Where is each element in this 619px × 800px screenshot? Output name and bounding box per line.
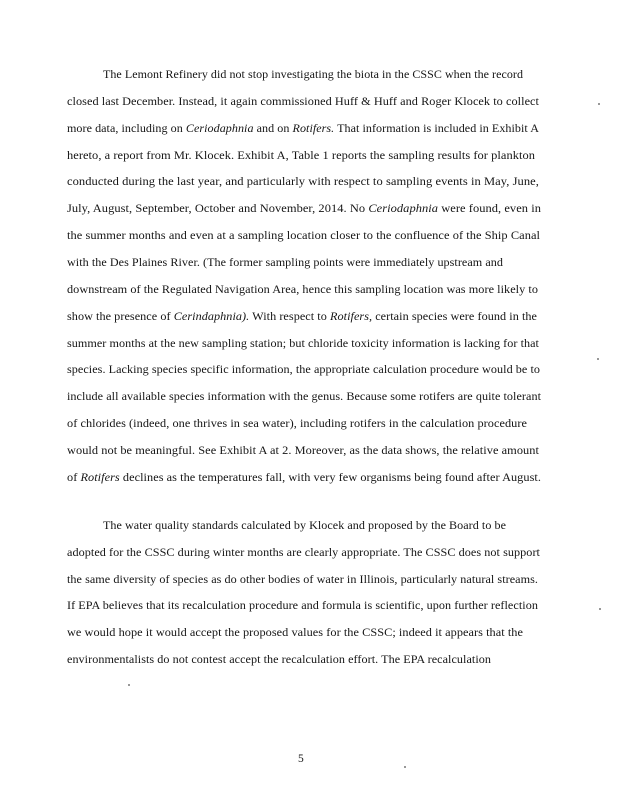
text-run: The water quality standards calculated by Klocek and proposed by the Board to be [103, 520, 507, 532]
text-line [67, 229, 540, 243]
text-run: environmentalists do not contest accept the recalculation effort. The EPA recalculation [67, 654, 491, 666]
text-run: hereto, a report from Mr. Klocek. Exhibit A, Table 1 reports the sampling results for plankton [67, 149, 535, 162]
text-run: July, August, September, October and November, 2014. No [67, 203, 369, 216]
text-line [67, 546, 540, 560]
italic-term: Cerindaphnia). [173, 310, 250, 323]
text-run: with the Des Plaines River. (The former sampling points were immediately upstream and [67, 256, 503, 269]
page-number: 5 [298, 753, 304, 765]
scan-speck [404, 766, 406, 768]
italic-term: Rotifers [80, 471, 120, 484]
text-run: species. Lacking species specific information, the appropriate calculation procedure would be to [67, 364, 541, 377]
text-line [67, 471, 541, 485]
text-line [67, 626, 523, 640]
text-line [67, 202, 541, 216]
text-run: the summer months and even at a sampling location closer to the confluence of the Ship Canal [67, 230, 540, 243]
text-run: downstream of the Regulated Navigation Area, hence this sampling location was more likely to [67, 283, 539, 296]
scan-speck [599, 608, 601, 610]
text-line [67, 149, 535, 163]
text-run: If EPA believes that its recalculation procedure and formula is scientific, upon further reflection [67, 600, 538, 613]
text-run: declines as the temperatures fall, with very few organisms being found after August. [119, 471, 541, 484]
text-run: we would hope it would accept the proposed values for the CSSC; indeed it appears that the [67, 627, 523, 640]
text-line [67, 337, 539, 351]
text-run: of [67, 471, 81, 484]
text-run: were found, even in [438, 203, 542, 216]
italic-term: Ceriodaphnia [368, 203, 439, 216]
text-run: adopted for the CSSC during winter months are clearly appropriate. The CSSC does not support [67, 546, 540, 559]
italic-term: Rotifers, [329, 310, 373, 323]
text-run: summer months at the new sampling station; but chloride toxicity information is lacking for that [67, 337, 539, 350]
text-run: With respect to [249, 310, 330, 323]
text-line [67, 175, 539, 189]
text-line [67, 256, 503, 270]
text-run: of chlorides (indeed, one thrives in sea water), including rotifers in the calculation procedure [67, 418, 528, 431]
text-line [67, 417, 527, 431]
text-run: and on [253, 122, 293, 135]
text-line [67, 444, 539, 458]
scan-speck [597, 358, 599, 360]
text-run: certain species were found in the [372, 310, 538, 323]
italic-term: Rotifers. [292, 122, 335, 135]
text-run: closed last December. Instead, it again commissioned Huff & Huff and Roger Klocek to collect [67, 95, 540, 108]
text-run: more data, including on [67, 122, 186, 135]
scan-speck [598, 103, 600, 105]
text-run: conducted during the last year, and particularly with respect to sampling events in May, June, [67, 176, 539, 189]
text-line [67, 653, 491, 667]
text-line [67, 573, 538, 587]
text-line [67, 122, 539, 136]
text-run: the same diversity of species as do other bodies of water in Illinois, particularly natural streams. [67, 573, 538, 586]
text-run: would not be meaningful. See Exhibit A at 2. Moreover, as the data shows, the relative amount [67, 444, 539, 457]
italic-term: Ceriodaphnia [185, 122, 254, 135]
text-line [67, 95, 539, 109]
text-line [67, 310, 537, 324]
text-line [103, 519, 506, 533]
text-line [67, 283, 538, 297]
text-line [67, 363, 540, 377]
text-run: show the presence of [67, 310, 174, 323]
text-run: That information is included in Exhibit A [334, 122, 539, 135]
text-line [67, 599, 538, 613]
text-run: include all available species information with the genus. Because some rotifers are quite tolerant [67, 391, 542, 404]
text-run: The Lemont Refinery did not stop investigating the biota in the CSSC when the record [103, 69, 523, 81]
text-line [67, 390, 541, 404]
scan-speck [128, 684, 130, 686]
text-line [103, 68, 523, 82]
